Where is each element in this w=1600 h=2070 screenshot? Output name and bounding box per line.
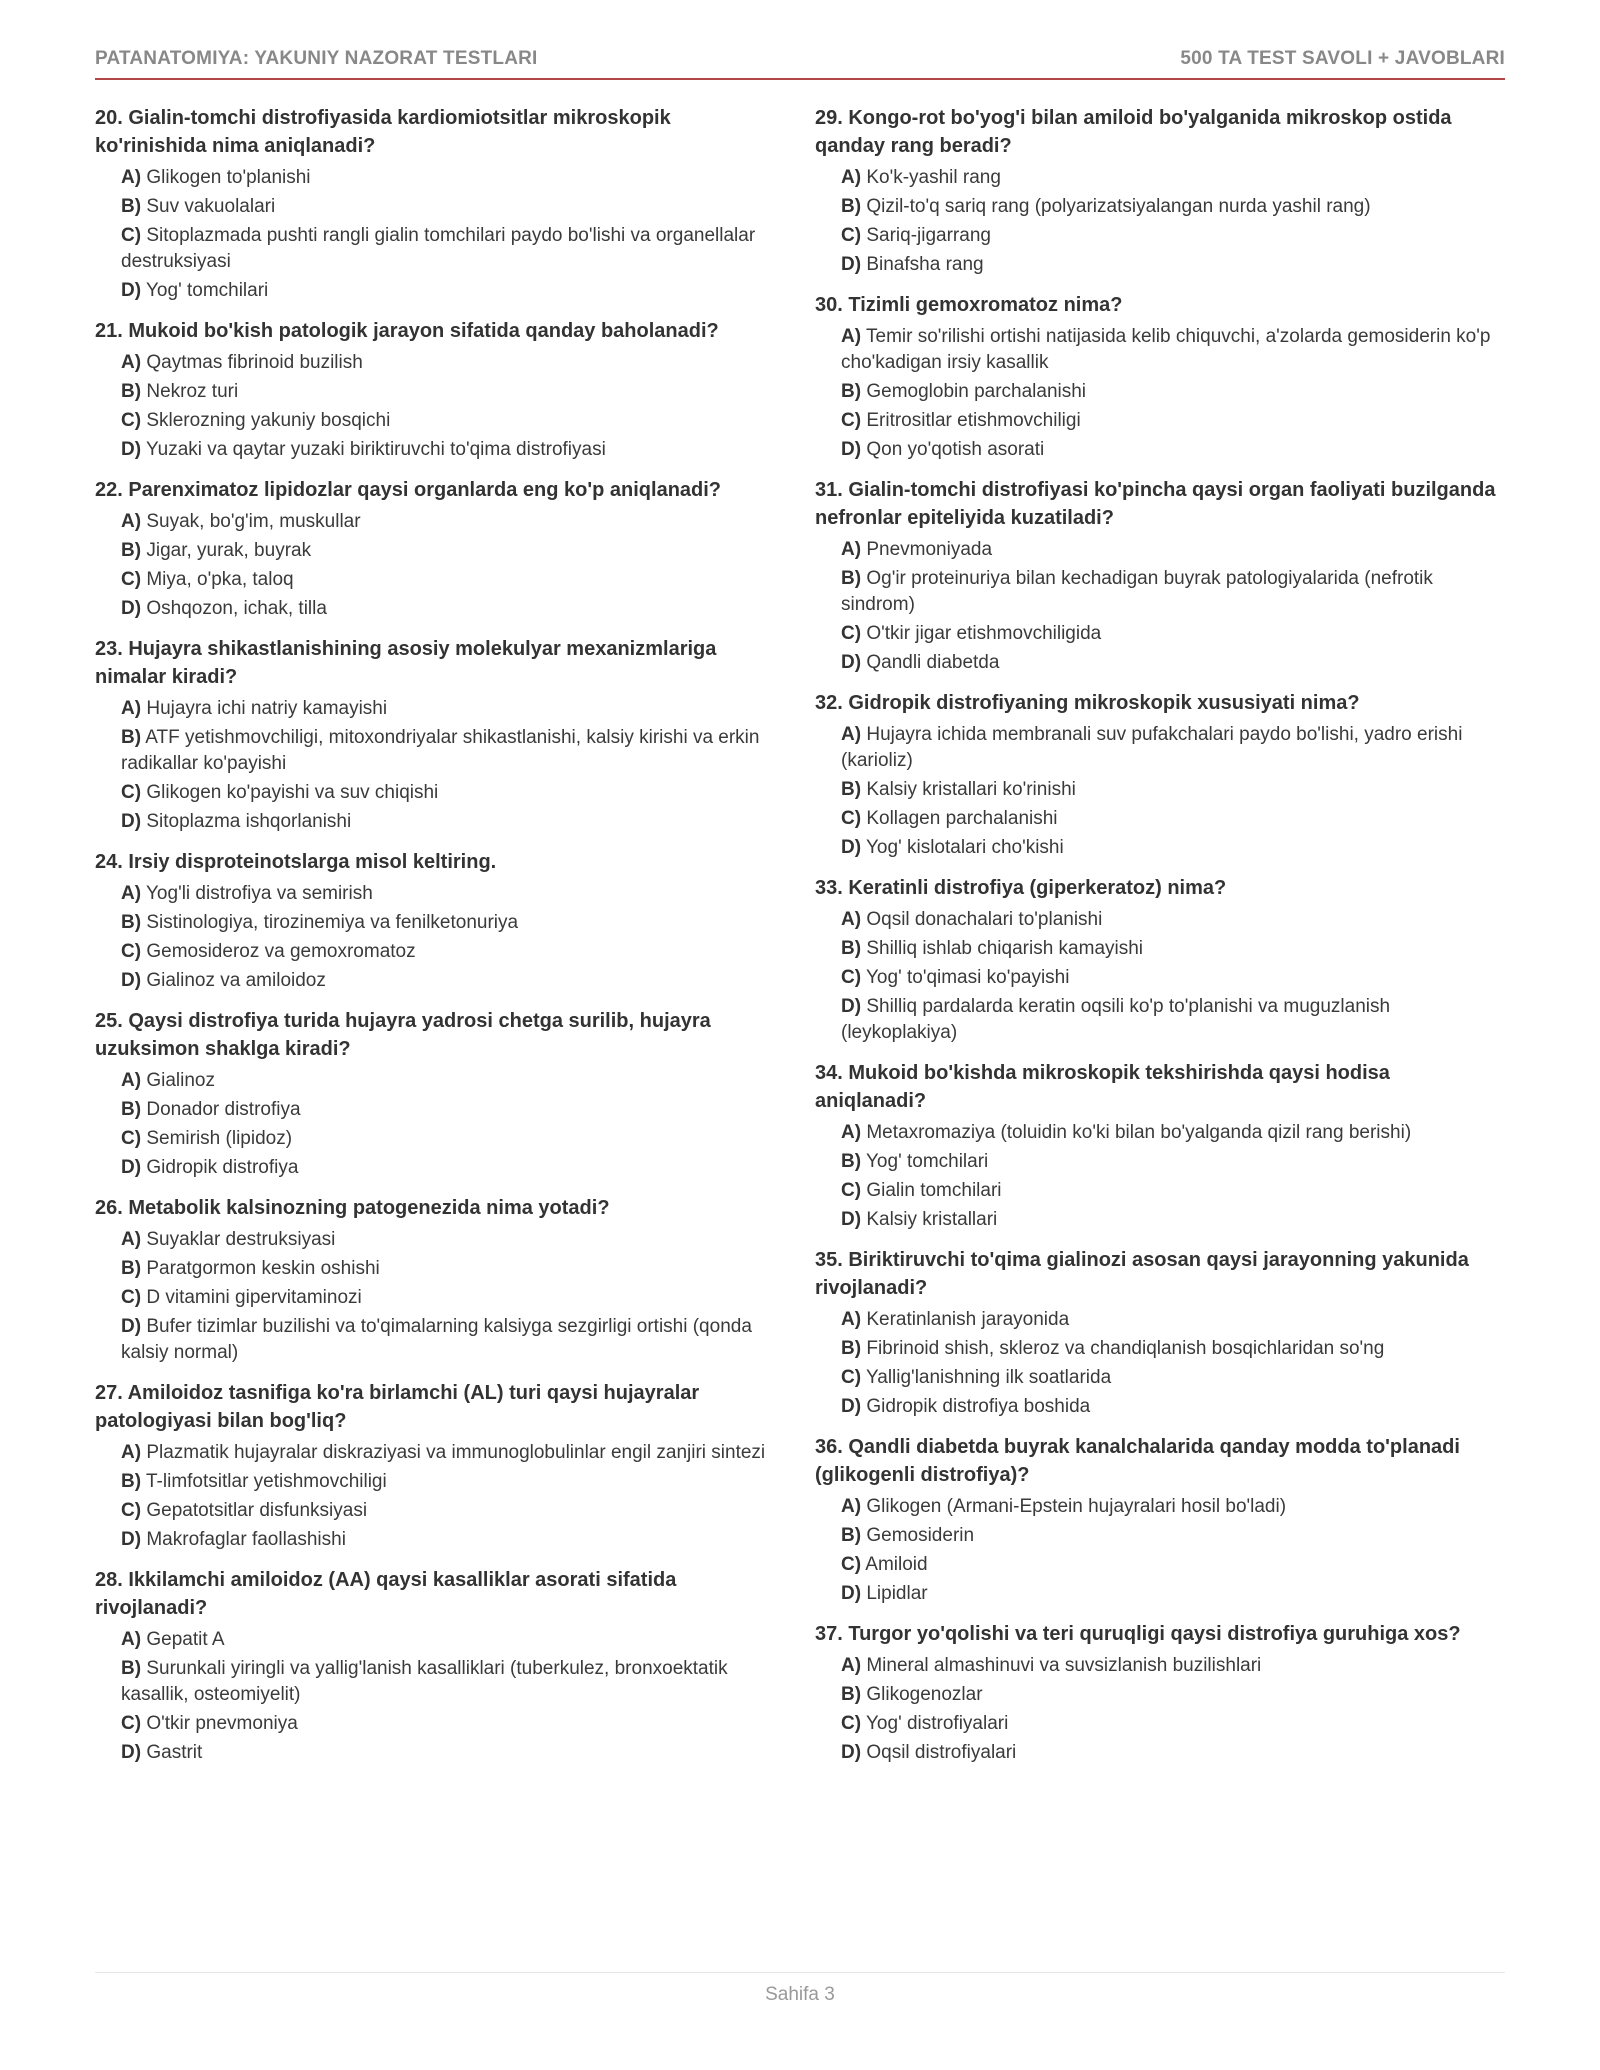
question-title: 36. Qandli diabetda buyrak kanalchalarida qanday modda to'planadi (glikogenli distrofiya)?: [815, 1436, 1460, 1486]
answer-option: [95, 350, 785, 376]
option-letter: A): [841, 1655, 862, 1676]
option-text: O'tkir pnevmoniya: [146, 1713, 298, 1734]
option-letter: C): [841, 1713, 862, 1734]
option-text: Bufer tizimlar buzilishi va to'qimalarning kalsiyga sezgirligi ortishi (qonda kalsiy normal): [121, 1316, 752, 1363]
question-columns: [95, 104, 1505, 1779]
option-letter: B): [121, 1258, 142, 1279]
option-text: Yog' tomchilari: [866, 1151, 989, 1172]
answer-option: [815, 566, 1505, 618]
option-text: Gidropik distrofiya boshida: [866, 1396, 1091, 1417]
answer-option: [95, 437, 785, 463]
answer-option: [815, 379, 1505, 405]
option-text: Pnevmoniyada: [866, 539, 993, 560]
option-letter: B): [121, 381, 142, 402]
option-text: Sitoplazma ishqorlanishi: [146, 811, 352, 832]
answer-option: [815, 1149, 1505, 1175]
option-text: T-limfotsitlar yetishmovchiligi: [146, 1471, 387, 1492]
answer-option: [815, 777, 1505, 803]
answer-option: [815, 537, 1505, 563]
answer-option: [95, 939, 785, 965]
option-text: Glikogen ko'payishi va suv chiqishi: [146, 782, 439, 803]
option-letter: C): [841, 1554, 862, 1575]
option-text: Gemosideroz va gemoxromatoz: [146, 941, 416, 962]
option-letter: C): [121, 225, 142, 246]
option-letter: C): [121, 1287, 142, 1308]
question-block: [815, 1620, 1505, 1766]
option-letter: A): [841, 909, 862, 930]
answer-option: [95, 538, 785, 564]
answer-option: [815, 1307, 1505, 1333]
option-text: Sariq-jigarrang: [866, 225, 991, 246]
option-text: Oshqozon, ichak, tilla: [146, 598, 327, 619]
answer-option: [95, 1314, 785, 1366]
answer-option: [815, 194, 1505, 220]
option-text: Gepatotsitlar disfunksiyasi: [146, 1500, 368, 1521]
question-block: [95, 1379, 785, 1553]
option-text: Og'ir proteinuriya bilan kechadigan buyrak patologiyalarida (nefrotik sindrom): [841, 568, 1433, 615]
question-title: 24. Irsiy disproteinotslarga misol keltiring.: [95, 851, 497, 873]
question-title: 25. Qaysi distrofiya turida hujayra yadrosi chetga surilib, hujayra uzuksimon shaklga kiradi?: [95, 1010, 711, 1060]
option-letter: D): [841, 1583, 862, 1604]
question-title: 31. Gialin-tomchi distrofiyasi ko'pincha qaysi organ faoliyati buzilganda nefronlar epiteliyida kuzatiladi?: [815, 479, 1496, 529]
question-block: [815, 291, 1505, 463]
answer-option: [815, 1394, 1505, 1420]
option-text: Mineral almashinuvi va suvsizlanish buzilishlari: [866, 1655, 1262, 1676]
option-text: Suyak, bo'g'im, muskullar: [146, 511, 361, 532]
option-letter: D): [841, 996, 862, 1017]
answer-option: [95, 1740, 785, 1766]
question-title: 26. Metabolik kalsinozning patogenezida nima yotadi?: [95, 1197, 610, 1219]
answer-option: [815, 1207, 1505, 1233]
answer-option: [815, 165, 1505, 191]
question-block: [95, 104, 785, 304]
answer-option: [815, 806, 1505, 832]
option-text: Keratinlanish jarayonida: [866, 1309, 1070, 1330]
option-letter: A): [841, 539, 862, 560]
answer-option: [815, 437, 1505, 463]
option-text: Qizil-to'q sariq rang (polyarizatsiyalangan nurda yashil rang): [866, 196, 1371, 217]
option-text: Sklerozning yakuniy bosqichi: [146, 410, 391, 431]
option-text: Plazmatik hujayralar diskraziyasi va immunoglobulinlar engil zanjiri sintezi: [146, 1442, 766, 1463]
answer-option: [815, 223, 1505, 249]
option-letter: C): [841, 1367, 862, 1388]
answer-option: [95, 165, 785, 191]
answer-option: [815, 1740, 1505, 1766]
answer-option: [815, 1581, 1505, 1607]
option-text: Miya, o'pka, taloq: [146, 569, 294, 590]
option-letter: B): [121, 540, 142, 561]
option-letter: C): [121, 1128, 142, 1149]
answer-option: [95, 881, 785, 907]
answer-option: [95, 1227, 785, 1253]
option-text: Gialin tomchilari: [866, 1180, 1002, 1201]
answer-option: [95, 567, 785, 593]
question-block: [95, 1566, 785, 1766]
answer-option: [815, 1682, 1505, 1708]
option-text: Qaytmas fibrinoid buzilish: [146, 352, 363, 373]
option-letter: D): [121, 280, 142, 301]
option-letter: D): [841, 1742, 862, 1763]
answer-option: [95, 968, 785, 994]
option-letter: D): [841, 1209, 862, 1230]
option-text: Gidropik distrofiya: [146, 1157, 299, 1178]
option-letter: D): [841, 1396, 862, 1417]
answer-option: [95, 809, 785, 835]
question-block: [815, 476, 1505, 676]
question-title: 35. Biriktiruvchi to'qima gialinozi asosan qaysi jarayonning yakunida rivojlanadi?: [815, 1249, 1469, 1299]
option-letter: A): [121, 883, 142, 904]
option-letter: D): [121, 1316, 142, 1337]
answer-option: [95, 223, 785, 275]
option-letter: A): [121, 1629, 142, 1650]
question-title: 22. Parenximatoz lipidozlar qaysi organlarda eng ko'p aniqlanadi?: [95, 479, 722, 501]
option-text: Gastrit: [146, 1742, 203, 1763]
question-title: 27. Amiloidoz tasnifiga ko'ra birlamchi (AL) turi qaysi hujayralar patologiyasi bilan bog'liq?: [95, 1382, 700, 1432]
option-text: Suyaklar destruksiyasi: [146, 1229, 336, 1250]
question-block: [95, 1007, 785, 1181]
answer-option: [815, 650, 1505, 676]
answer-option: [95, 910, 785, 936]
question-title: 28. Ikkilamchi amiloidoz (AA) qaysi kasalliklar asorati sifatida rivojlanadi?: [95, 1569, 677, 1619]
option-letter: D): [841, 439, 862, 460]
question-block: [95, 635, 785, 835]
option-letter: C): [121, 410, 142, 431]
option-text: Yog' kislotalari cho'kishi: [866, 837, 1064, 858]
answer-option: [815, 1523, 1505, 1549]
option-text: Shilliq ishlab chiqarish kamayishi: [866, 938, 1144, 959]
option-text: Yuzaki va qaytar yuzaki biriktiruvchi to'qima distrofiyasi: [146, 439, 606, 460]
question-title: 21. Mukoid bo'kish patologik jarayon sifatida qanday baholanadi?: [95, 320, 719, 342]
answer-option: [815, 835, 1505, 861]
answer-option: [815, 1711, 1505, 1737]
option-letter: D): [121, 1157, 142, 1178]
option-text: Binafsha rang: [866, 254, 984, 275]
option-letter: A): [841, 167, 862, 188]
option-letter: A): [121, 1229, 142, 1250]
option-text: Gemoglobin parchalanishi: [866, 381, 1087, 402]
option-letter: C): [841, 410, 862, 431]
option-text: Qandli diabetda: [866, 652, 1000, 673]
answer-option: [815, 324, 1505, 376]
option-text: Shilliq pardalarda keratin oqsili ko'p to'planishi va muguzlanish (leykoplakiya): [841, 996, 1391, 1043]
answer-option: [95, 1068, 785, 1094]
answer-option: [815, 722, 1505, 774]
question-block: [815, 1059, 1505, 1233]
option-letter: D): [841, 652, 862, 673]
option-letter: A): [121, 1070, 142, 1091]
option-text: Kollagen parchalanishi: [866, 808, 1058, 829]
option-text: O'tkir jigar etishmovchiligida: [866, 623, 1102, 644]
option-text: Temir so'rilishi ortishi natijasida kelib chiquvchi, a'zolarda gemosiderin ko'p cho'kadigan irsiy kasallik: [841, 326, 1491, 373]
option-letter: C): [121, 941, 142, 962]
option-letter: D): [841, 254, 862, 275]
answer-option: [95, 1656, 785, 1708]
option-text: Fibrinoid shish, skleroz va chandiqlanish bosqichlaridan so'ng: [866, 1338, 1385, 1359]
option-letter: D): [121, 811, 142, 832]
option-letter: B): [841, 1151, 862, 1172]
option-text: Nekroz turi: [146, 381, 239, 402]
answer-option: [95, 780, 785, 806]
option-text: Qon yo'qotish asorati: [866, 439, 1045, 460]
answer-option: [815, 1336, 1505, 1362]
answer-option: [95, 596, 785, 622]
answer-option: [815, 907, 1505, 933]
question-block: [95, 848, 785, 994]
option-letter: A): [841, 1122, 862, 1143]
option-letter: B): [841, 779, 862, 800]
option-letter: B): [841, 381, 862, 402]
option-text: Kalsiy kristallari: [866, 1209, 998, 1230]
answer-option: [95, 509, 785, 535]
option-text: D vitamini gipervitaminozi: [146, 1287, 362, 1308]
option-text: Sitoplazmada pushti rangli gialin tomchilari paydo bo'lishi va organellalar destruksiyasi: [121, 225, 756, 272]
option-letter: D): [841, 837, 862, 858]
answer-option: [815, 1120, 1505, 1146]
answer-option: [95, 1627, 785, 1653]
answer-option: [815, 1552, 1505, 1578]
option-text: Suv vakuolalari: [146, 196, 276, 217]
footer-divider: [95, 1972, 1505, 1973]
option-letter: C): [121, 569, 142, 590]
option-letter: A): [121, 511, 142, 532]
answer-option: [95, 725, 785, 777]
option-letter: A): [121, 167, 142, 188]
option-letter: A): [841, 326, 862, 347]
option-text: Glikogen (Armani-Epstein hujayralari hosil bo'ladi): [866, 1496, 1287, 1517]
option-text: Metaxromaziya (toluidin ko'ki bilan bo'yalganda qizil rang berishi): [866, 1122, 1412, 1143]
option-text: Makrofaglar faollashishi: [146, 1529, 346, 1550]
answer-option: [95, 1126, 785, 1152]
option-text: Oqsil donachalari to'planishi: [866, 909, 1103, 930]
option-letter: A): [121, 1442, 142, 1463]
option-text: Glikogen to'planishi: [146, 167, 311, 188]
option-letter: B): [841, 196, 862, 217]
answer-option: [95, 278, 785, 304]
option-letter: C): [841, 967, 862, 988]
question-title: 37. Turgor yo'qolishi va teri quruqligi qaysi distrofiya guruhiga xos?: [815, 1623, 1461, 1645]
option-text: Oqsil distrofiyalari: [866, 1742, 1017, 1763]
answer-option: [95, 379, 785, 405]
option-letter: A): [121, 352, 142, 373]
page-header: [95, 48, 1505, 80]
answer-option: [815, 252, 1505, 278]
option-letter: C): [841, 623, 862, 644]
option-letter: B): [121, 1099, 142, 1120]
option-letter: C): [841, 1180, 862, 1201]
answer-option: [95, 1097, 785, 1123]
header-title-left: PATANATOMIYA: YAKUNIY NAZORAT TESTLARI: [95, 48, 538, 69]
option-letter: D): [121, 598, 142, 619]
answer-option: [95, 1155, 785, 1181]
answer-option: [815, 1653, 1505, 1679]
option-text: Yog' distrofiyalari: [866, 1713, 1009, 1734]
option-letter: A): [841, 1496, 862, 1517]
question-block: [815, 104, 1505, 278]
header-title-right: 500 TA TEST SAVOLI + JAVOBLARI: [1180, 48, 1505, 69]
answer-option: [815, 936, 1505, 962]
answer-option: [815, 994, 1505, 1046]
option-letter: C): [121, 782, 142, 803]
option-text: Semirish (lipidoz): [146, 1128, 293, 1149]
option-text: Gialinoz: [146, 1070, 215, 1091]
option-letter: D): [121, 439, 142, 460]
question-block: [815, 1433, 1505, 1607]
option-text: Yog' to'qimasi ko'payishi: [866, 967, 1070, 988]
page-number: Sahifa 3: [765, 1984, 835, 2005]
option-letter: D): [121, 1529, 142, 1550]
answer-option: [95, 194, 785, 220]
answer-option: [95, 408, 785, 434]
option-letter: B): [121, 912, 142, 933]
option-text: Yog' tomchilari: [146, 280, 269, 301]
answer-option: [815, 621, 1505, 647]
option-text: Gemosiderin: [866, 1525, 975, 1546]
question-title: 20. Gialin-tomchi distrofiyasida kardiomiotsitlar mikroskopik ko'rinishida nima aniqlanadi?: [95, 107, 671, 157]
question-block: [815, 689, 1505, 861]
option-letter: C): [841, 808, 862, 829]
question-title: 23. Hujayra shikastlanishining asosiy molekulyar mexanizmlariga nimalar kiradi?: [95, 638, 717, 688]
question-title: 33. Keratinli distrofiya (giperkeratoz) nima?: [815, 877, 1227, 899]
option-text: Donador distrofiya: [146, 1099, 301, 1120]
question-block: [95, 476, 785, 622]
question-block: [815, 874, 1505, 1046]
option-letter: B): [841, 1338, 862, 1359]
question-title: 34. Mukoid bo'kishda mikroskopik tekshirishda qaysi hodisa aniqlanadi?: [815, 1062, 1390, 1112]
option-text: Yallig'lanishning ilk soatlarida: [866, 1367, 1112, 1388]
option-letter: C): [121, 1713, 142, 1734]
answer-option: [95, 1440, 785, 1466]
option-text: Jigar, yurak, buyrak: [146, 540, 312, 561]
question-block: [815, 1246, 1505, 1420]
option-text: Surunkali yiringli va yallig'lanish kasalliklari (tuberkulez, bronxoektatik kasallik, osteomiyelit): [121, 1658, 728, 1705]
answer-option: [95, 696, 785, 722]
option-letter: B): [121, 1471, 142, 1492]
answer-option: [815, 1178, 1505, 1204]
option-text: ATF yetishmovchiligi, mitoxondriyalar shikastlanishi, kalsiy kirishi va erkin radikallar ko'payishi: [121, 727, 760, 774]
question-block: [95, 1194, 785, 1366]
answer-option: [95, 1527, 785, 1553]
option-letter: B): [121, 1658, 142, 1679]
option-letter: B): [841, 1684, 862, 1705]
option-letter: D): [121, 970, 142, 991]
question-title: 29. Kongo-rot bo'yog'i bilan amiloid bo'yalganida mikroskop ostida qanday rang beradi?: [815, 107, 1452, 157]
question-title: 32. Gidropik distrofiyaning mikroskopik xususiyati nima?: [815, 692, 1360, 714]
left-column: [95, 104, 785, 1779]
option-text: Glikogenozlar: [866, 1684, 983, 1705]
answer-option: [815, 1365, 1505, 1391]
answer-option: [95, 1711, 785, 1737]
option-letter: A): [841, 1309, 862, 1330]
answer-option: [95, 1469, 785, 1495]
option-letter: B): [841, 1525, 862, 1546]
answer-option: [95, 1256, 785, 1282]
option-text: Yog'li distrofiya va semirish: [146, 883, 373, 904]
answer-option: [95, 1285, 785, 1311]
option-letter: B): [121, 196, 142, 217]
option-text: Kalsiy kristallari ko'rinishi: [866, 779, 1076, 800]
right-column: [815, 104, 1505, 1779]
option-text: Gialinoz va amiloidoz: [146, 970, 326, 991]
option-text: Sistinologiya, tirozinemiya va fenilketonuriya: [146, 912, 519, 933]
option-letter: D): [121, 1742, 142, 1763]
answer-option: [815, 965, 1505, 991]
option-text: Gepatit A: [146, 1629, 225, 1650]
answer-option: [815, 408, 1505, 434]
option-text: Hujayra ichi natriy kamayishi: [146, 698, 388, 719]
option-text: Lipidlar: [866, 1583, 928, 1604]
answer-option: [815, 1494, 1505, 1520]
option-letter: C): [121, 1500, 142, 1521]
option-letter: C): [841, 225, 862, 246]
question-block: [95, 317, 785, 463]
option-letter: A): [121, 698, 142, 719]
option-text: Paratgormon keskin oshishi: [146, 1258, 380, 1279]
option-letter: B): [121, 727, 142, 748]
option-text: Eritrositlar etishmovchiligi: [866, 410, 1081, 431]
option-letter: B): [841, 938, 862, 959]
option-text: Ko'k-yashil rang: [866, 167, 1001, 188]
option-letter: B): [841, 568, 862, 589]
answer-option: [95, 1498, 785, 1524]
option-text: Amiloid: [865, 1554, 928, 1575]
option-text: Hujayra ichida membranali suv pufakchalari paydo bo'lishi, yadro erishi (karioliz): [841, 724, 1463, 771]
option-letter: A): [841, 724, 862, 745]
question-title: 30. Tizimli gemoxromatoz nima?: [815, 294, 1123, 316]
